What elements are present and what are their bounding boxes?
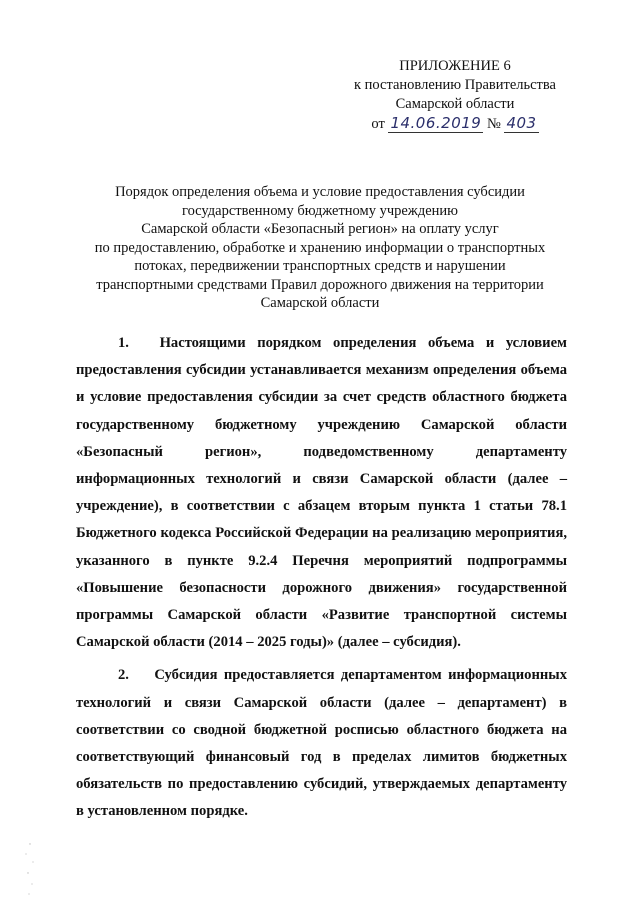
appendix-header bbox=[330, 57, 580, 134]
paragraph-1 bbox=[76, 330, 567, 656]
scan-speckles bbox=[8, 840, 38, 900]
document-title-line: Самарской области bbox=[260, 295, 380, 311]
appendix-title: ПРИЛОЖЕНИЕ 6 bbox=[399, 58, 511, 74]
document-title-line: потоках, передвижении транспортных средств и нарушении bbox=[134, 258, 506, 274]
paragraph-text: Настоящими порядком определения объема и условием предоставления субсидии устанавливается механизм определения объема и условие предоставления субсидии за счет средств областного бюджета государственному бюджетному учреждению Самарской области «Безопасный регион», подведомственному департаменту информационных технологий и связи Самарской области (далее – учреждение), в соответствии с абзацем вторым пункта 1 статьи 78.1 Бюджетного кодекса Российской Федерации на реализацию мероприятия, указанного в пункте 9.2.4 Перечня мероприятий подпрограммы «Повышение безопасности дорожного движения» государственной программы Самарской области «Развитие транспортной системы Самарской области (2014 – 2025 годы)» (далее – субсидия). bbox=[76, 335, 567, 651]
handwritten-number: 403 bbox=[506, 114, 537, 132]
paragraph-2 bbox=[76, 662, 567, 825]
document-title bbox=[70, 183, 570, 313]
document-title-line: Порядок определения объема и условие предоставления субсидии bbox=[115, 184, 525, 200]
paragraph-text: Субсидия предоставляется департаментом информационных технологий и связи Самарской области (далее – департамент) в соответствии со сводной бюджетной росписью областного бюджета на соответствующий финансовый год в пределах лимитов бюджетных обязательств по предоставлению субсидий, утверждаемых департаменту в установленном порядке. bbox=[76, 667, 567, 820]
paragraph-number: 2. bbox=[118, 667, 129, 684]
appendix-region-line: Самарской области bbox=[395, 96, 515, 112]
document-title-line: по предоставлению, обработке и хранению информации о транспортных bbox=[94, 239, 546, 256]
appendix-date-line bbox=[330, 114, 580, 134]
number-sign: № bbox=[486, 116, 501, 132]
document-title-line: транспортными средствами Правил дорожного движения на территории bbox=[96, 276, 544, 293]
document-title-line: Самарской области «Безопасный регион» на оплату услуг bbox=[141, 221, 499, 237]
paragraph-number: 1. bbox=[118, 335, 129, 351]
document-title-line: государственному бюджетному учреждению bbox=[181, 202, 458, 219]
handwritten-date: 14.06.2019 bbox=[390, 114, 482, 132]
appendix-reference-line: к постановлению Правительства bbox=[354, 77, 556, 93]
document-body bbox=[76, 330, 567, 832]
date-prefix: от bbox=[371, 116, 385, 132]
